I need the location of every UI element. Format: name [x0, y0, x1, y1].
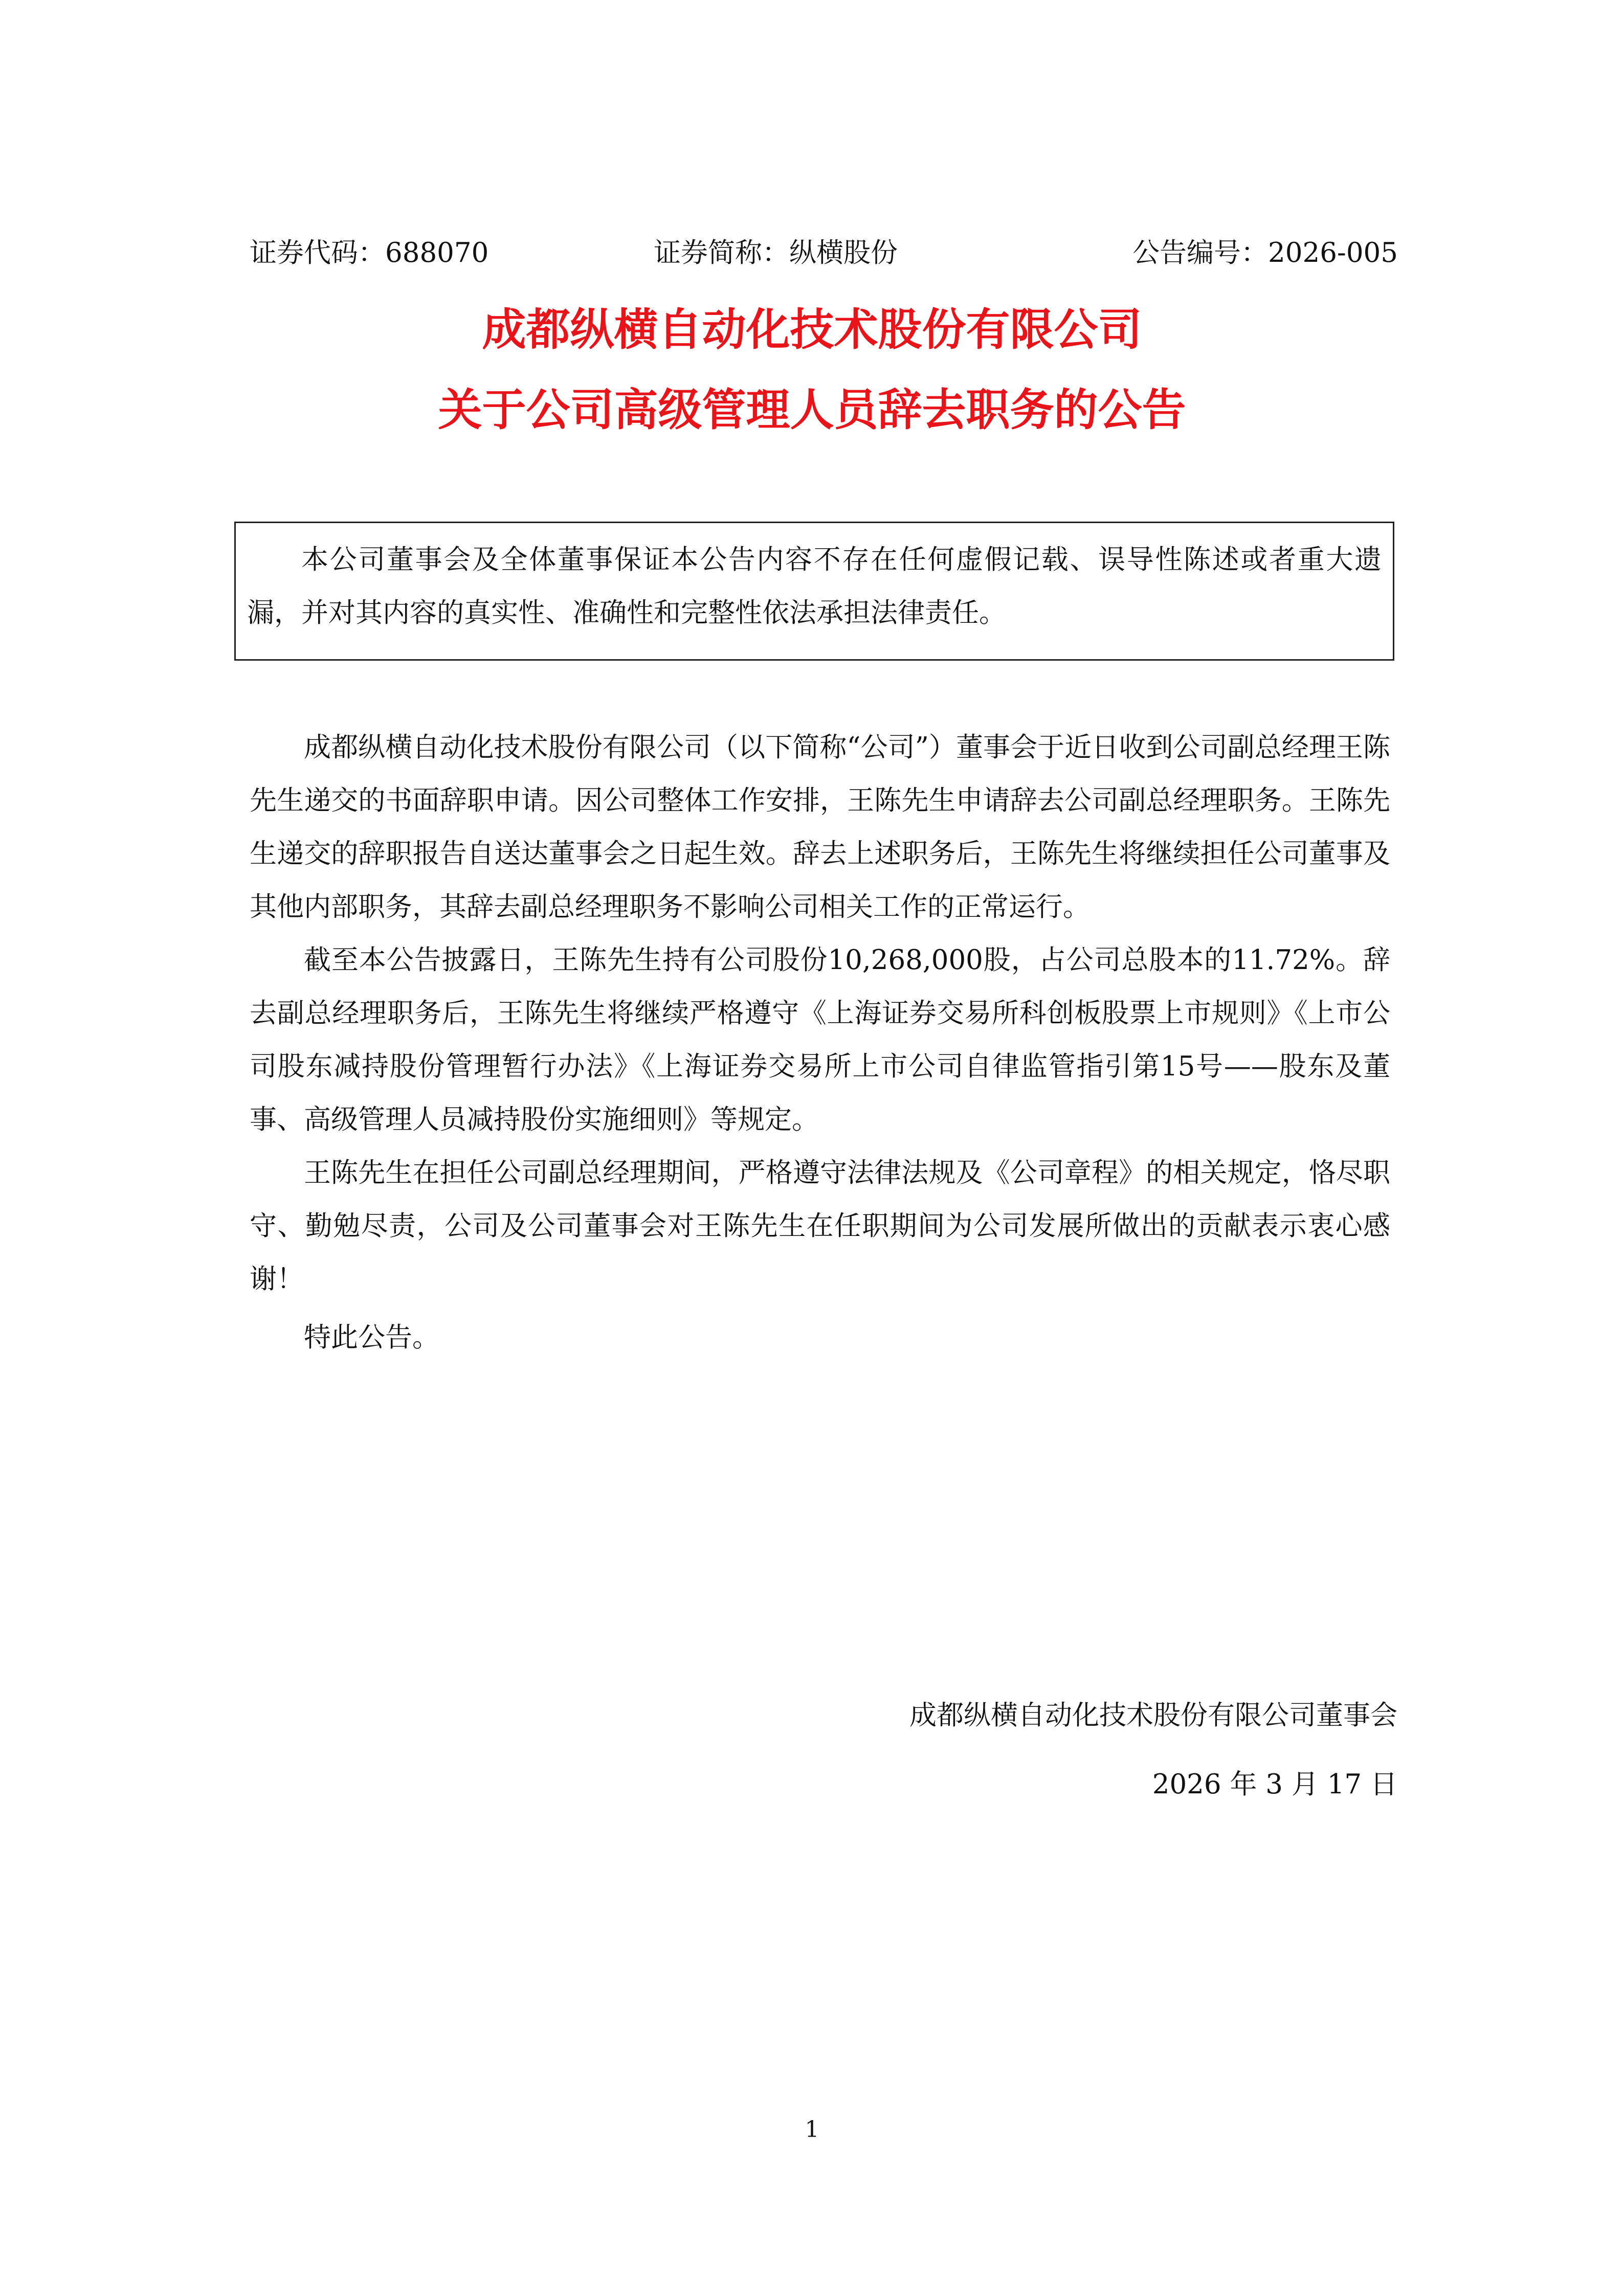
body-paragraph-3: 王陈先生在担任公司副总经理期间，严格遵守法律法规及《公司章程》的相关规定，恪尽职守、勤勉尽责，公司及公司董事会对王陈先生在任职期间为公司发展所做出的贡献表示衷心感谢！	[250, 1157, 1390, 1295]
document-title-line-2: 关于公司高级管理人员辞去职务的公告	[438, 385, 1186, 436]
announcement-number: 公告编号：2026-005	[1132, 237, 1398, 268]
closing-statement: 特此公告。	[304, 1322, 439, 1353]
document-header	[250, 233, 1398, 274]
announcement-body	[250, 721, 1390, 1364]
disclaimer-box	[234, 522, 1394, 661]
security-name: 证券简称：纵横股份	[654, 237, 898, 268]
disclaimer-text: 本公司董事会及全体董事保证本公告内容不存在任何虚假记载、误导性陈述或者重大遗漏，并对其内容的真实性、准确性和完整性依法承担法律责任。	[247, 544, 1382, 628]
document-title-line-1: 成都纵横自动化技术股份有限公司	[482, 304, 1142, 355]
page-number: 1	[805, 2117, 819, 2143]
body-paragraph-2: 截至本公告披露日，王陈先生持有公司股份10,268,000股，占公司总股本的11.72%。辞去副总经理职务后，王陈先生将继续严格遵守《上海证券交易所科创板股票上市规则》《上市公司股东减持股份管理暂行办法》《上海证券交易所上市公司自律监管指引第15号——股东及董事、高级管理人员减持股份实施细则》等规定。	[250, 944, 1390, 1135]
signature-date: 2026 年 3 月 17 日	[1152, 1769, 1397, 1800]
signature-organization: 成都纵横自动化技术股份有限公司董事会	[909, 1700, 1397, 1731]
body-paragraph-1: 成都纵横自动化技术股份有限公司（以下简称“公司”）董事会于近日收到公司副总经理王陈先生递交的书面辞职申请。因公司整体工作安排，王陈先生申请辞去公司副总经理职务。王陈先生递交的辞职报告自送达董事会之日起生效。辞去上述职务后，王陈先生将继续担任公司董事及其他内部职务，其辞去副总经理职务不影响公司相关工作的正常运行。	[250, 732, 1390, 922]
security-code: 证券代码：688070	[250, 237, 489, 268]
